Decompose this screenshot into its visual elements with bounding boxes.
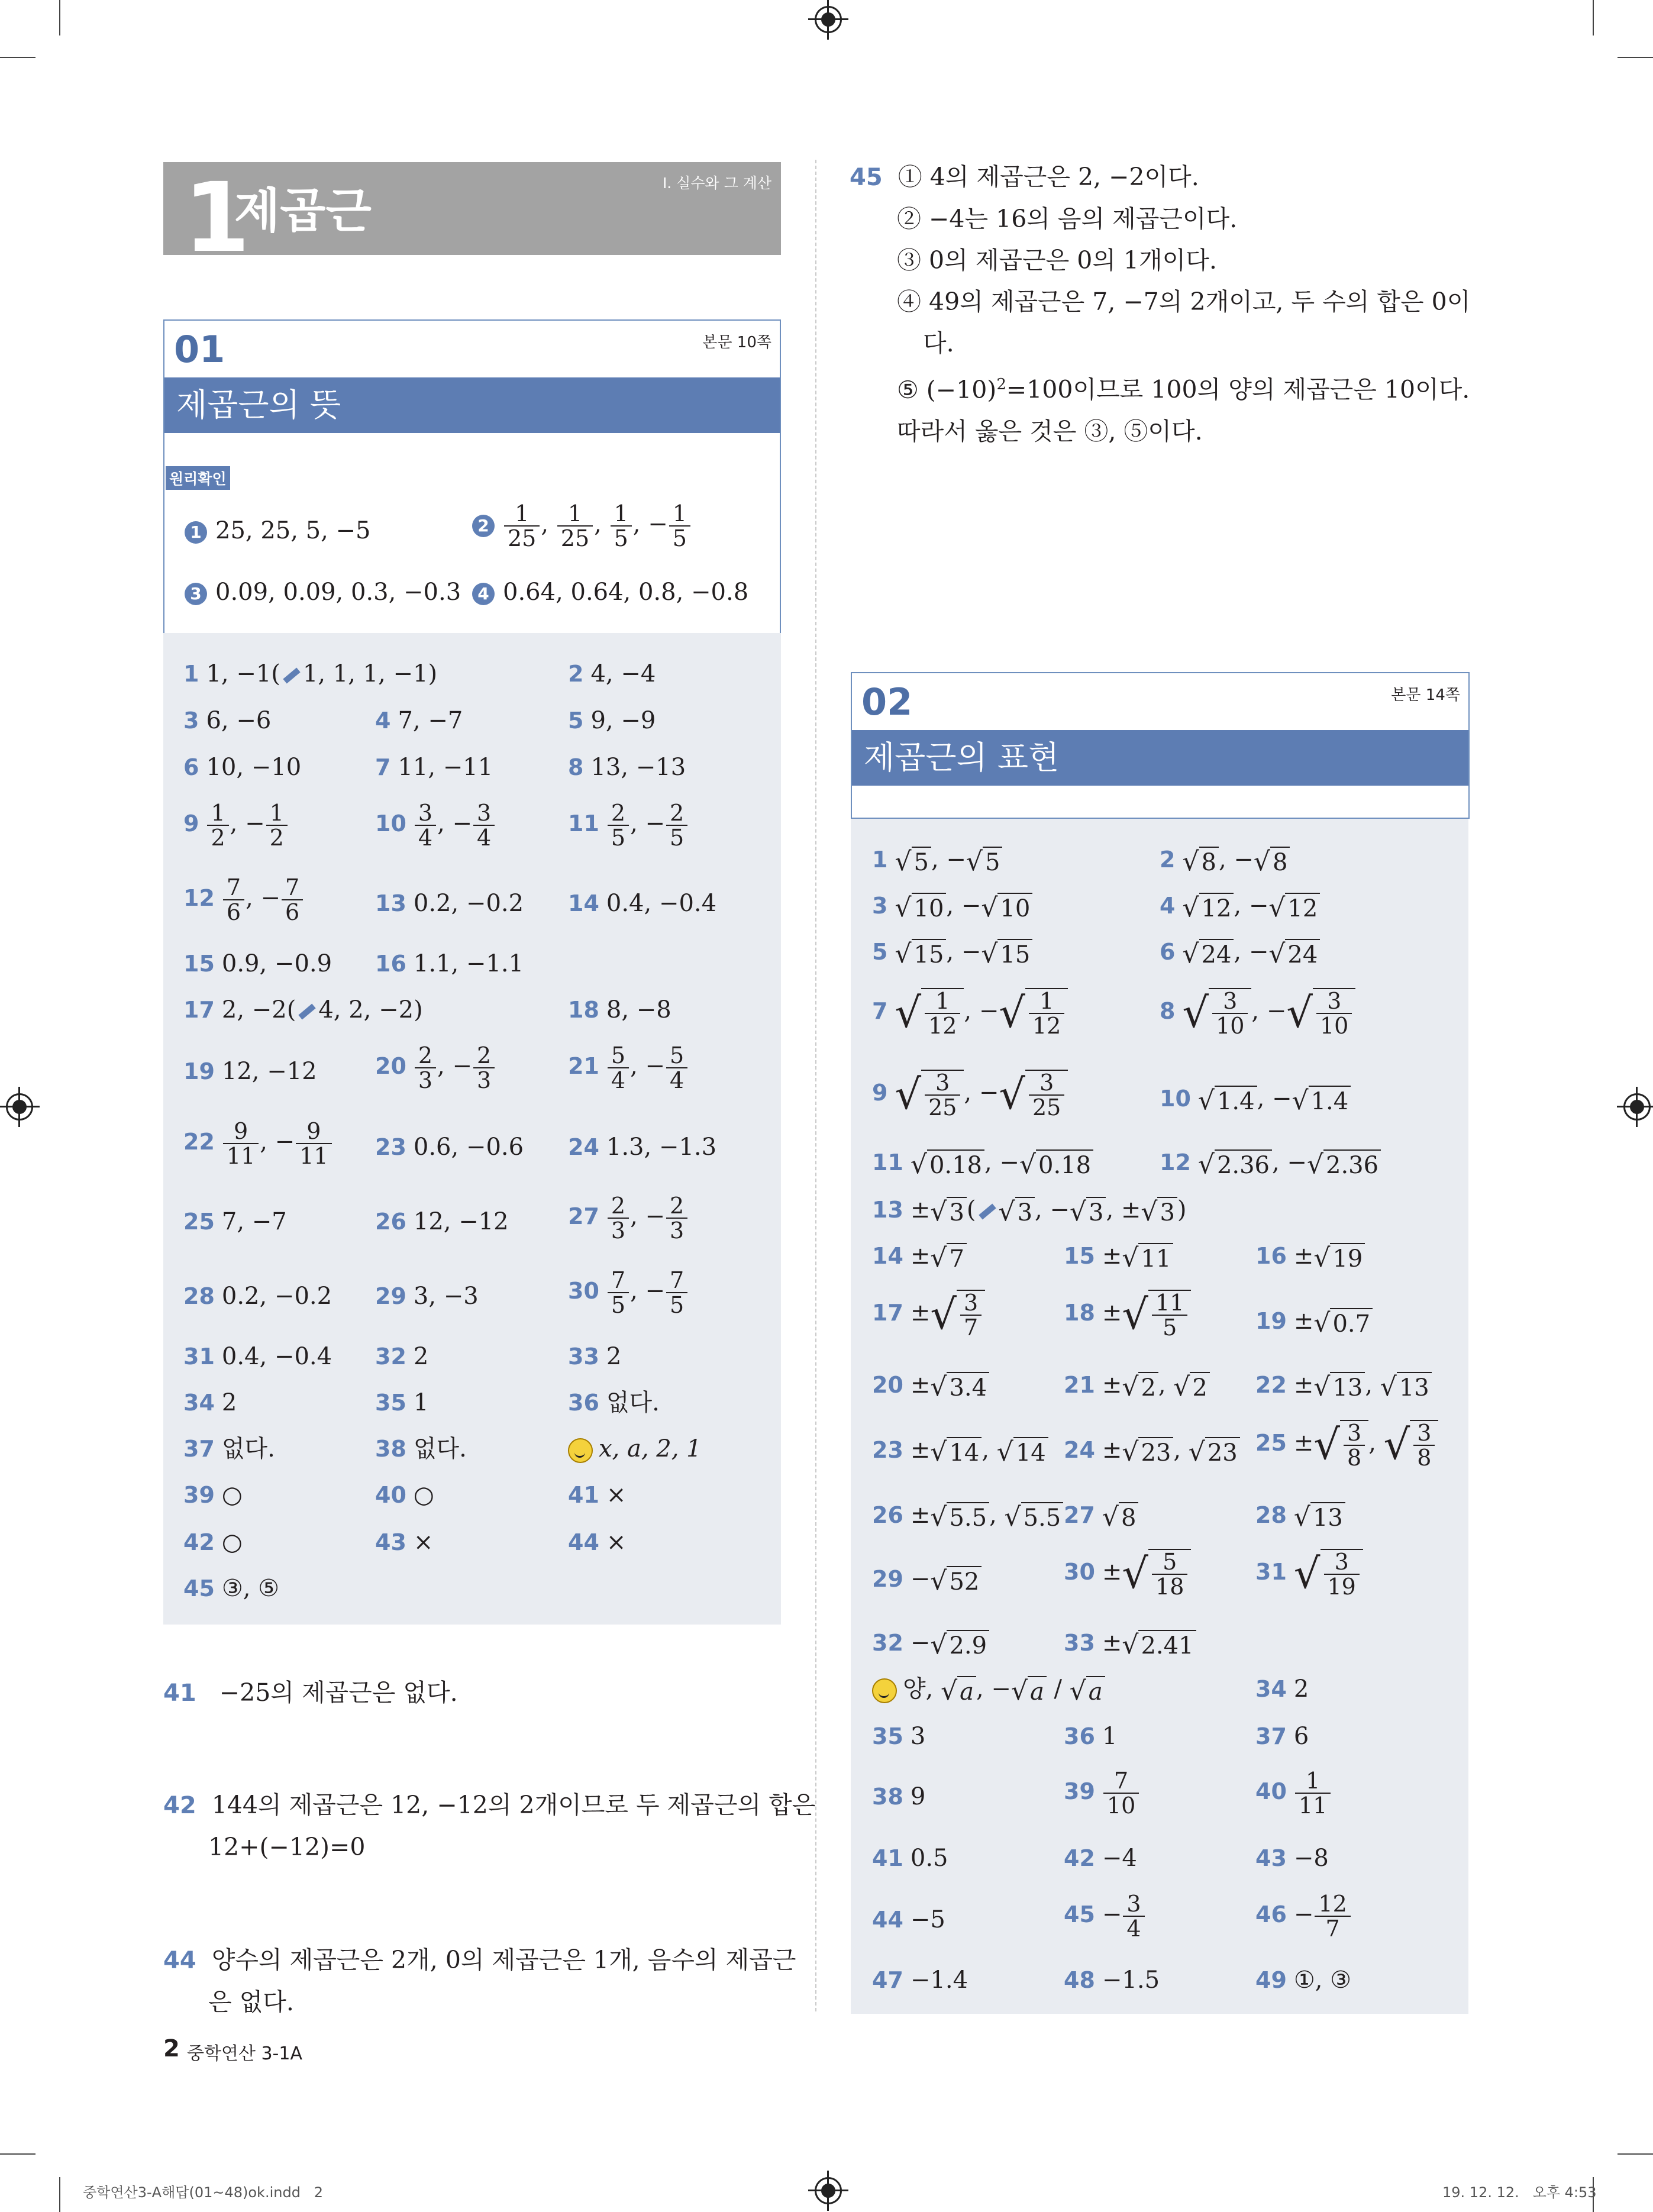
answer-r9: 9 √ $\frac{3}{25}$ , −√ $\frac{3}{25}$	[872, 1070, 1068, 1119]
answer-33: 33 2	[568, 1343, 622, 1370]
answer-42: 42 ○	[183, 1529, 243, 1556]
answer-r32: 32 −√ 2.9	[872, 1628, 989, 1661]
answer-r5: 5 √ 15 , −√ 15	[872, 937, 1032, 970]
answer-r18: 18 ±√ $\frac{11}{5}$	[1064, 1290, 1191, 1339]
pencil-icon	[283, 668, 300, 684]
answer-16: 16 1.1, −1.1	[375, 950, 524, 977]
answer-43: 43 ×	[375, 1529, 434, 1556]
answer-r41: 41 0.5	[872, 1845, 948, 1872]
answer-9: 9 $\frac{1}{2}$ , − $\frac{1}{2}$	[183, 801, 289, 850]
check-item-4	[472, 577, 748, 607]
answer-27: 27 $\frac{2}{3}$ , − $\frac{2}{3}$	[568, 1194, 689, 1242]
answer-26: 26 12, −12	[375, 1208, 509, 1235]
answer-35: 35 1	[375, 1389, 429, 1416]
answer-r13: 13 ±√ 3 ( √ 3 , −√ 3 , ±√ 3 )	[872, 1196, 1187, 1227]
chapter-number: 1	[183, 163, 250, 274]
answer-21: 21 $\frac{5}{4}$ , − $\frac{5}{4}$	[568, 1044, 689, 1092]
answer-r17: 17 ±√ $\frac{3}{7}$	[872, 1290, 985, 1339]
check-mark-2: 2	[472, 515, 495, 537]
crop-mark	[1618, 2153, 1653, 2155]
section-01-header	[163, 319, 781, 634]
answer-r4: 4 √ 12 , −√ 12	[1160, 891, 1320, 923]
answer-r11: 11 √ 0.18 , −√ 0.18	[872, 1148, 1093, 1180]
check-item-1	[185, 516, 371, 545]
answer-r15: 15 ±√ 11	[1064, 1241, 1173, 1274]
answer-15: 15 0.9, −0.9	[183, 950, 332, 977]
fraction: $\frac{1}{25}$	[557, 502, 593, 550]
note-45: 45 ① 4의 제곱근은 2, −2이다. ② −4는 16의 음의 제곱근이다. ③ 0의 제곱근은 0의 1개이다. ④ 49의 제곱근은 7, −7의 2개이고, 두 수의 합은 0이 다. ⑤ $(-10)^2=100$이므로 100의 양의 제곱근은 10이다. 따라서 옳은 것은 ③, ⑤이다.	[850, 163, 1471, 445]
check-text-4: 0.64, 0.64, 0.8, −0.8	[503, 579, 749, 606]
answer-34: 34 2	[183, 1389, 237, 1416]
answer-17: 17 2, −2( 4, 2, −2)	[183, 996, 423, 1023]
answer-r19: 19 ±√ 0.7	[1255, 1306, 1373, 1339]
answer-r16: 16 ±√ 19	[1255, 1241, 1365, 1274]
answer-6: 6 10, −10	[183, 754, 302, 781]
answer-2: 2 4, −4	[568, 660, 656, 687]
section-number: 02	[861, 680, 913, 724]
fraction: $\frac{1}{5}$	[669, 502, 690, 550]
answer-24: 24 1.3, −1.3	[568, 1134, 717, 1161]
answer-r34: 34 2	[1255, 1675, 1309, 1703]
registration-mark-icon	[815, 2177, 842, 2204]
answer-20: 20 $\frac{2}{3}$ , − $\frac{2}{3}$	[375, 1044, 496, 1092]
answer-44: 44 ×	[568, 1529, 627, 1556]
answer-29: 29 3, −3	[375, 1283, 479, 1310]
answer-r31: 31 √ $\frac{3}{19}$	[1255, 1549, 1363, 1599]
answer-14: 14 0.4, −0.4	[568, 890, 717, 917]
pencil-icon	[299, 1004, 316, 1020]
answer-r43: 43 −8	[1255, 1845, 1329, 1872]
crop-mark	[0, 57, 35, 58]
section-title: 제곱근의 표현	[852, 730, 1468, 786]
fraction: $\frac{1}{5}$	[611, 502, 632, 550]
answer-36: 36 없다.	[568, 1389, 660, 1416]
crop-mark	[1618, 57, 1653, 58]
answer-r27: 27 √ 8	[1064, 1500, 1138, 1533]
principle-check-badge: 원리확인	[166, 466, 230, 490]
answer-r14: 14 ±√ 7	[872, 1241, 967, 1274]
answer-12: 12 $\frac{7}{6}$ , − $\frac{7}{6}$	[183, 876, 304, 924]
fraction: $\frac{1}{25}$	[504, 502, 540, 550]
answer-23: 23 0.6, −0.6	[375, 1134, 524, 1161]
answer-r2: 2 √ 8 , −√ 8	[1160, 845, 1290, 877]
smile-icon	[568, 1438, 593, 1463]
answer-7: 7 11, −11	[375, 754, 493, 781]
answer-r49: 49 ①, ③	[1255, 1966, 1352, 1994]
answer-3: 3 6, −6	[183, 707, 272, 734]
check-text-1: 25, 25, 5, −5	[215, 517, 371, 544]
answer-r44: 44 −5	[872, 1906, 945, 1933]
answer-r37: 37 6	[1255, 1723, 1309, 1750]
answer-r3: 3 √ 10 , −√ 10	[872, 891, 1032, 923]
answer-r1: 1 √ 5 , −√ 5	[872, 845, 1002, 877]
answer-r29: 29 −√ 52	[872, 1564, 982, 1597]
answer-r10: 10 √ 1.4 , −√ 1.4	[1160, 1084, 1351, 1116]
answer-r48: 48 −1.5	[1064, 1966, 1160, 1994]
registration-mark-icon	[6, 1093, 33, 1120]
answer-r35: 35 3	[872, 1723, 926, 1750]
answer-39: 39 ○	[183, 1481, 243, 1509]
file-slug: 중학연산3-A해답(01~48)ok.indd 2	[83, 2184, 324, 2201]
smile-icon	[872, 1678, 897, 1703]
answer-40: 40 ○	[375, 1481, 434, 1509]
answer-45: 45 ③, ⑤	[183, 1575, 280, 1602]
answer-10: 10 $\frac{3}{4}$ , − $\frac{3}{4}$	[375, 801, 496, 850]
answer-31: 31 0.4, −0.4	[183, 1343, 332, 1370]
section-page-ref: 본문 14쪽	[1391, 686, 1460, 704]
print-timestamp: 19. 12. 12. 오후 4:53	[1442, 2184, 1597, 2201]
pencil-icon	[979, 1204, 996, 1220]
answer-r45: 45 − $\frac{3}{4}$	[1064, 1892, 1146, 1940]
crop-mark	[59, 2177, 60, 2212]
chapter-unit: I. 실수와 그 계산	[662, 175, 771, 192]
registration-mark-icon	[815, 6, 842, 33]
answer-r12: 12 √ 2.36 , −√ 2.36	[1160, 1148, 1381, 1180]
column-divider	[815, 160, 816, 2011]
crop-mark	[0, 2153, 35, 2155]
answer-r33: 33 ±√ 2.41	[1064, 1628, 1196, 1661]
answer-32: 32 2	[375, 1343, 429, 1370]
answer-r25: 25 ±√ $\frac{3}{8}$ , √ $\frac{3}{8}$	[1255, 1420, 1438, 1470]
answer-4: 4 7, −7	[375, 707, 463, 734]
answer-19: 19 12, −12	[183, 1058, 317, 1085]
answer-8: 8 13, −13	[568, 754, 686, 781]
section-page-ref: 본문 10쪽	[702, 334, 771, 351]
crop-mark	[59, 0, 60, 35]
answer-30: 30 $\frac{7}{5}$ , − $\frac{7}{5}$	[568, 1268, 689, 1317]
answer-r39: 39 $\frac{7}{10}$	[1064, 1769, 1140, 1817]
answer-25: 25 7, −7	[183, 1208, 287, 1235]
answer-22: 22 $\frac{9}{11}$ , − $\frac{9}{11}$	[183, 1119, 333, 1168]
answer-r21: 21 ±√ 2 , √ 2	[1064, 1370, 1210, 1403]
chapter-title: 제곱근	[234, 183, 372, 238]
answer-37: 37 없다.	[183, 1435, 275, 1462]
answer-11: 11 $\frac{2}{5}$ , − $\frac{2}{5}$	[568, 801, 689, 850]
crop-mark	[1593, 0, 1594, 35]
answer-r28: 28 √ 13	[1255, 1500, 1345, 1533]
answer-r-smile: 양, √ a , −√ a / √ a	[872, 1674, 1105, 1707]
answer-r8: 8 √ $\frac{3}{10}$ , −√ $\frac{3}{10}$	[1160, 988, 1355, 1038]
section-number: 01	[174, 328, 225, 371]
chapter-header	[163, 162, 781, 274]
check-mark-3: 3	[185, 583, 207, 605]
check-item-3	[185, 577, 461, 607]
answer-r22: 22 ±√ 13 , √ 13	[1255, 1370, 1432, 1403]
answer-r47: 47 −1.4	[872, 1966, 968, 1994]
check-mark-4: 4	[472, 583, 495, 605]
answer-1: 1 1, −1( 1, 1, 1, −1)	[183, 660, 438, 687]
note-41: 41 −25의 제곱근은 없다.	[163, 1678, 458, 1707]
answer-r20: 20 ±√ 3.4	[872, 1370, 989, 1403]
answer-r23: 23 ±√ 14 , √ 14	[872, 1435, 1048, 1468]
answer-41: 41 ×	[568, 1481, 627, 1509]
answer-smile: x, a, 2, 1	[568, 1434, 702, 1464]
answer-r6: 6 √ 24 , −√ 24	[1160, 937, 1320, 970]
answer-r24: 24 ±√ 23 , √ 23	[1064, 1435, 1240, 1468]
check-item-2: 2 $\frac{1}{25}$ , $\frac{1}{25}$ , $\frac{1}{5}$ , − $\frac{1}{5}$	[472, 502, 692, 550]
answer-18: 18 8, −8	[568, 996, 671, 1023]
answer-r40: 40 $\frac{1}{11}$	[1255, 1769, 1332, 1817]
book-title: 중학연산 3-1A	[187, 2043, 302, 2064]
answer-r46: 46 − $\frac{12}{7}$	[1255, 1892, 1352, 1940]
section-02-header	[851, 672, 1470, 819]
page-number: 2	[163, 2035, 180, 2062]
check-mark-1: 1	[185, 521, 207, 544]
answer-r30: 30 ±√ $\frac{5}{18}$	[1064, 1549, 1191, 1599]
answer-r26: 26 ±√ 5.5 , √ 5.5	[872, 1500, 1063, 1533]
note-42: 42 144의 제곱근은 12, −12의 2개이므로 두 제곱근의 합은 12+(−12)=0	[163, 1791, 816, 1861]
answer-r7: 7 √ $\frac{1}{12}$ , −√ $\frac{1}{12}$	[872, 988, 1068, 1038]
registration-mark-icon	[1623, 1093, 1651, 1120]
answer-r38: 38 9	[872, 1783, 926, 1810]
answer-5: 5 9, −9	[568, 707, 656, 734]
answer-28: 28 0.2, −0.2	[183, 1283, 332, 1310]
section-title: 제곱근의 뜻	[164, 377, 780, 433]
note-44: 44 양수의 제곱근은 2개, 0의 제곱근은 1개, 음수의 제곱근 은 없다.	[163, 1946, 796, 2016]
check-text-3: 0.09, 0.09, 0.3, −0.3	[215, 579, 461, 606]
answer-38: 38 없다.	[375, 1435, 467, 1462]
answer-r42: 42 −4	[1064, 1845, 1137, 1872]
answer-r36: 36 1	[1064, 1723, 1118, 1750]
answer-13: 13 0.2, −0.2	[375, 890, 524, 917]
